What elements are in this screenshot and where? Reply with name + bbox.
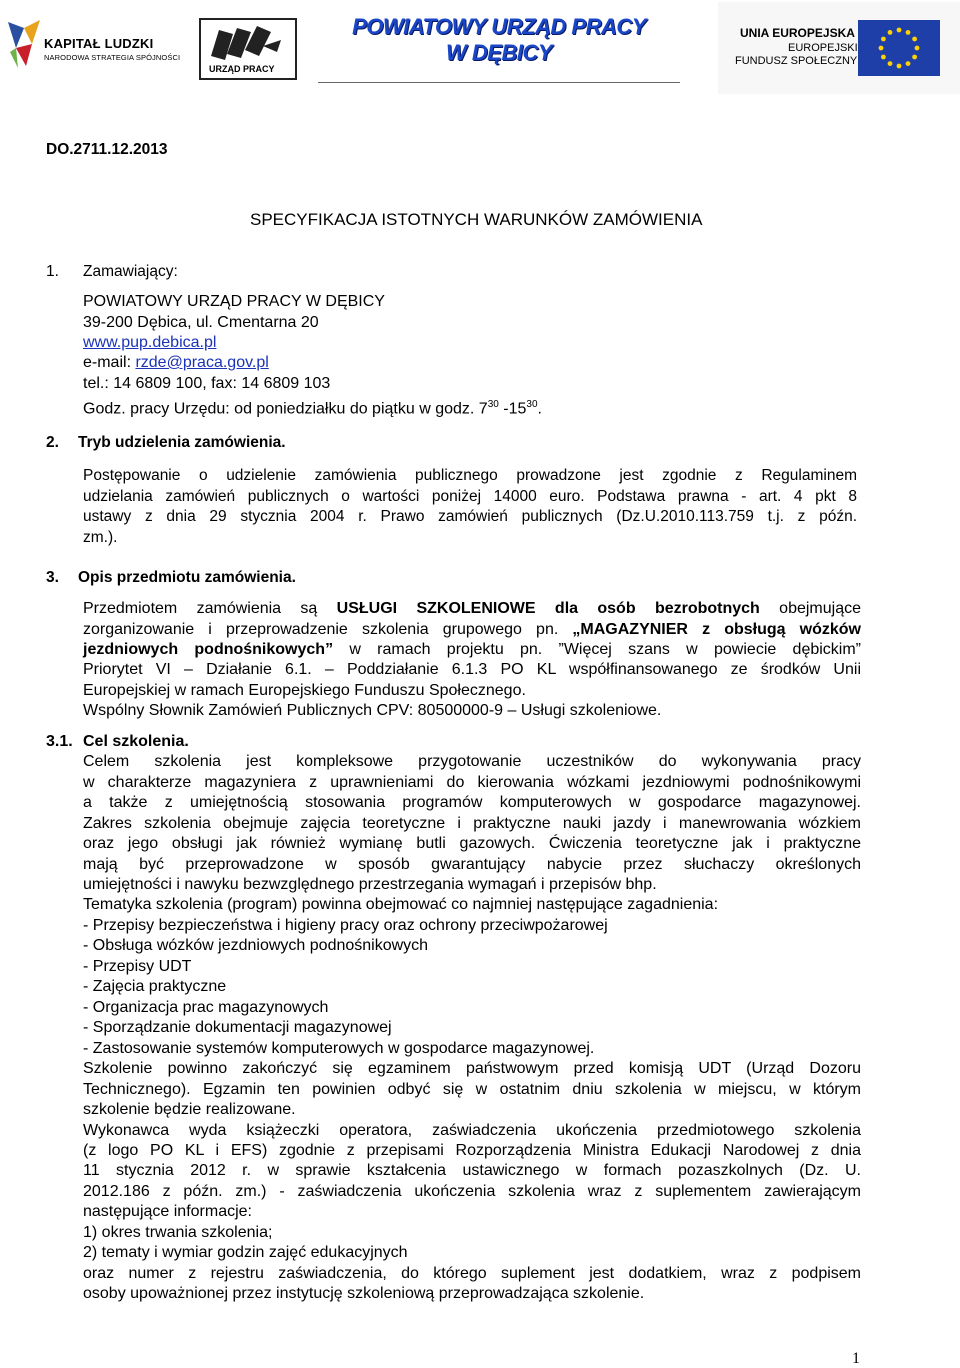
phone-line: tel.: 14 6809 100, fax: 14 6809 103 [83,375,331,392]
hours-sup-2: 30 [526,399,538,410]
eu-flag-icon [858,20,940,76]
section-3-line-4: Priorytet VI – Działanie 6.1. – Poddziałanie 6.1.3 PO KL współfinansowanego ze środków Unii [83,661,861,678]
section-2-line-3: ustawy z dnia 29 stycznia 2004 r. Prawo zamówień publicznych (Dz.U.2010.113.759 t.j. z późn. [83,508,857,525]
goal-line-8: Tematyka szkolenia (program) powinna obejmować co najmniej następujące zagadnienia: [83,896,719,913]
s3-l3-text: w ramach projektu pn. ”Więcej szans w powiecie dębickim” [333,641,862,658]
goal-line-2: w charakterze magazyniera z uprawnieniami do kierowania wózkami jezdniowymi podnośnikowymi [83,774,861,791]
contractor-line-5: następujące informacje: [83,1203,252,1220]
goal-line-4: Zakres szkolenia obejmuje zajęcia teoretyczne i praktyczne nauki jazdy i manewrowania wózkiem [83,815,861,832]
contractor-line-7: 2) tematy i wymiar godzin zajęć edukacyjnych [83,1244,408,1261]
address-line-1: POWIATOWY URZĄD PRACY W DĘBICY [83,293,385,310]
hours-text-b: -15 [498,400,527,418]
section-3-1-title: Cel szkolenia. [83,733,189,750]
eu-label-3: FUNDUSZ SPOŁECZNY [735,55,858,67]
contractor-line-9: osoby upoważnionej przez instytucję szkoleniową przeprowadzająca szkolenie. [83,1285,645,1302]
topic-item: - Organizacja prac magazynowych [83,999,329,1016]
section-3-line-1 [83,599,861,619]
office-hours [83,395,542,419]
email-label: e-mail: [83,354,136,371]
email-link[interactable]: rzde@praca.gov.pl [135,354,269,371]
section-3-line-3 [83,640,861,660]
exam-line-1: Szkolenie powinno zakończyć się egzaminem państwowym przed komisją UDT (Urząd Dozoru [83,1060,861,1077]
contractor-line-3: 11 stycznia 2012 r. w sprawie kształcenia ustawicznego w formach pozaszkolnych (Dz. U. [83,1162,861,1179]
section-1-title: Zamawiający: [83,263,178,280]
contractor-line-6: 1) okres trwania szkolenia; [83,1224,273,1241]
document-heading: SPECYFIKACJA ISTOTNYCH WARUNKÓW ZAMÓWIENIA [250,210,703,229]
s3-l1-bold: USŁUGI SZKOLENIOWE dla osób bezrobotnych [336,600,760,617]
goal-line-3: a także z umiejętnością stosowania programów komputerowych w gospodarce magazynowej. [83,794,861,811]
topic-item: - Zajęcia praktyczne [83,978,227,995]
section-1-number: 1. [46,263,59,280]
hours-text-c: . [537,400,542,418]
title-underline [318,82,680,83]
section-3-title: Opis przedmiotu zamówienia. [78,569,296,586]
website-link[interactable]: www.pup.debica.pl [83,334,217,351]
eu-label-2: EUROPEJSKI [788,42,858,54]
exam-line-2: Technicznego). Egzamin ten powinien odbyć się w ostatnim dniu szkolenia w miejscu, w którym [83,1081,861,1098]
s3-l2-text: zorganizowanie i przeprowadzenie szkolenia grupowego pn. [83,621,573,638]
kapital-ludzki-title: KAPITAŁ LUDZKI [44,36,154,51]
kapital-ludzki-logo [6,18,42,72]
exam-line-3: szkolenie będzie realizowane. [83,1101,296,1118]
office-title [318,14,680,66]
goal-line-6: mają być przeprowadzone w sposób gwarantujący nabycie przez słuchaczy określonych [83,856,861,873]
section-2-line-4: zm.). [83,529,118,546]
s3-l2-bold: „MAGAZYNIER z obsługą wózków [572,621,862,638]
page-number: 1 [852,1350,860,1367]
section-2-line-1: Postępowanie o udzielenie zamówienia publicznego prowadzone jest zgodnie z Regulaminem [83,467,857,484]
topic-item: - Sporządzanie dokumentacji magazynowej [83,1019,392,1036]
s3-l1-end: obejmujące [759,600,861,617]
urzad-pracy-label: URZĄD PRACY [209,64,275,74]
section-3-number: 3. [46,569,59,586]
topic-item: - Przepisy bezpieczeństwa i higieny pracy oraz ochrony przeciwpożarowej [83,917,608,934]
section-2-line-2: udzielania zamówień publicznych o wartości poniżej 14000 euro. Podstawa prawna - art. 4 pkt 8 [83,488,857,505]
section-3-line-5: Europejskiej w ramach Europejskiego Funduszu Społecznego. [83,682,526,699]
section-2-title: Tryb udzielenia zamówienia. [78,434,286,451]
goal-line-5: oraz jego obsługi jak również wymianę butli gazowych. Ćwiczenia teoretyczne jak i praktyczne [83,835,861,852]
contractor-line-4: 2012.186 z późn. zm.) - zaświadczenia ukończenia szkolenia wraz z suplementem zawierającym [83,1183,861,1200]
topic-item: - Zastosowanie systemów komputerowych w gospodarce magazynowej. [83,1040,595,1057]
topic-item: - Obsługa wózków jezdniowych podnośnikowych [83,937,429,954]
topic-item: - Przepisy UDT [83,958,192,975]
kapital-ludzki-subtitle: NARODOWA STRATEGIA SPÓJNOŚCI [44,53,181,62]
section-2-number: 2. [46,434,59,451]
contractor-line-1: Wykonawca wyda książeczki operatora, zaświadczenia ukończenia przedmiotowego szkolenia [83,1122,861,1139]
section-3-1-number: 3.1. [46,733,73,750]
s3-l3-bold: jezdniowych podnośnikowych” [83,641,334,658]
hours-sup-1: 30 [487,399,499,410]
document-reference: DO.2711.12.2013 [46,141,168,158]
office-title-line1: POWIATOWY URZĄD PRACY [352,14,646,39]
cards-icon [201,20,295,64]
goal-line-7: umiejętności i nawyku bezwzględnego przestrzegania wymagań i przepisów bhp. [83,876,657,893]
goal-line-1: Celem szkolenia jest kompleksowe przygotowanie uczestników do wykonywania pracy [83,753,861,770]
address-line-2: 39-200 Dębica, ul. Cmentarna 20 [83,314,319,331]
office-title-line2: W DĘBICY [446,40,552,65]
section-3-line-2 [83,620,861,640]
eu-label-1: UNIA EUROPEJSKA [740,26,855,40]
s3-l1-text: Przedmiotem zamówienia są [83,600,337,617]
section-3-line-6: Wspólny Słownik Zamówień Publicznych CPV: 80500000-9 – Usługi szkoleniowe. [83,702,662,719]
contractor-line-8: oraz numer z rejestru zaświadczenia, do którego suplement jest dodatkiem, wraz z podpisem [83,1265,861,1282]
email-line [83,353,269,373]
contractor-line-2: (z logo PO KL i EFS) zgodnie z przepisami Rozporządzenia Ministra Edukacji Narodowej z dnia [83,1142,861,1159]
hours-text-a: Godz. pracy Urzędu: od poniedziałku do piątku w godz. 7 [83,400,488,418]
